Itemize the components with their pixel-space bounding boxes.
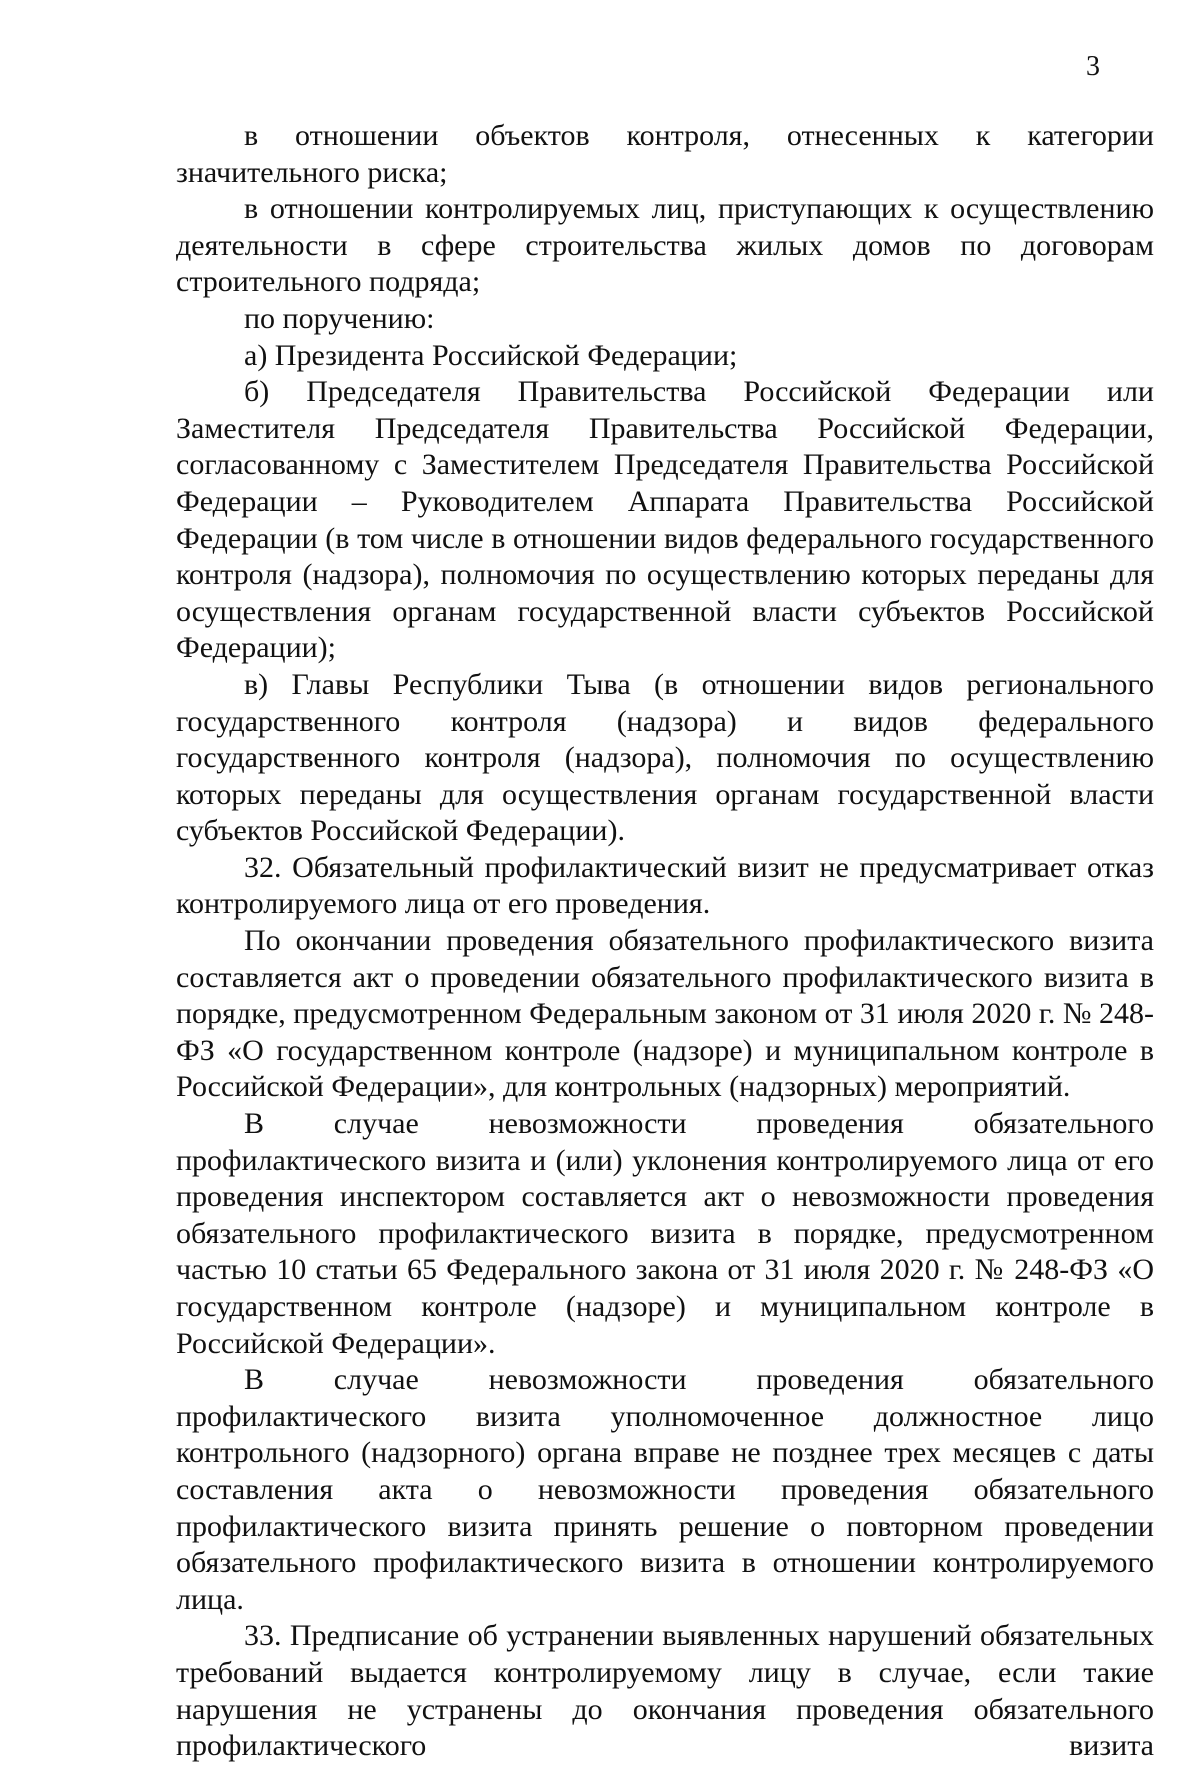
paragraph: в) Главы Республики Тыва (в отношении видов регионального государственного контроля (надзора) и видов федерального государственного контроля (надзора), полномочия по осуществлению которых переданы для осуществления органам государственной власти субъектов Российской Федерации). — [176, 667, 1154, 848]
paragraph: В случае невозможности проведения обязательного профилактического визита уполномоченное должностное лицо контрольного (надзорного) органа вправе не позднее трех месяцев с даты составления акта о невозможности проведения обязательного профилактического визита принять решение о повторном проведении обязательного профилактического визита в отношении контролируемого лица. — [176, 1363, 1154, 1616]
paragraph: В случае невозможности проведения обязательного профилактического визита и (или) уклонения контролируемого лица от его проведения инспектором составляется акт о невозможности проведения обязательного профилактического визита в порядке, предусмотренном частью 10 статьи 65 Федерального закона от 31 июля 2020 г. № 248-ФЗ «О государственном контроле (надзоре) и муниципальном контроле в Российской Федерации». — [176, 1107, 1154, 1360]
paragraph: в отношении объектов контроля, отнесенных к категории значительного риска; — [176, 119, 1154, 189]
paragraph: 32. Обязательный профилактический визит не предусматривает отказ контролируемого лица от его проведения. — [176, 850, 1154, 921]
page-number: 3 — [1086, 51, 1100, 82]
paragraph: а) Президента Российской Федерации; — [244, 338, 738, 372]
paragraph: По окончании проведения обязательного профилактического визита составляется акт о проведении обязательного профилактического визита в порядке, предусмотренном Федеральным законом от 31 июля 2020 г. № 248-ФЗ «О государственном контроле (надзоре) и муниципальном контроле в Российской Федерации», для контрольных (надзорных) мероприятий. — [176, 924, 1154, 1104]
paragraph: по поручению: — [244, 301, 435, 335]
paragraph: б) Председателя Правительства Российской Федерации или Заместителя Председателя Правительства Российской Федерации, согласованному с Заместителем Председателя Правительства Российской Федерации – Руководителем Аппарата Правительства Российской Федерации (в том числе в отношении видов федерального государственного контроля (надзора), полномочия по осуществлению которых переданы для осуществления органам государственной власти субъектов Российской Федерации); — [176, 375, 1154, 665]
document-body — [176, 118, 1154, 1765]
paragraph: 33. Предписание об устранении выявленных нарушений обязательных требований выдается контролируемому лицу в случае, если такие нарушения не устранены до окончания проведения обязательного профилактического визита — [176, 1619, 1154, 1763]
paragraph: в отношении контролируемых лиц, приступающих к осуществлению деятельности в сфере строительства жилых домов по договорам строительного подряда; — [176, 192, 1154, 299]
